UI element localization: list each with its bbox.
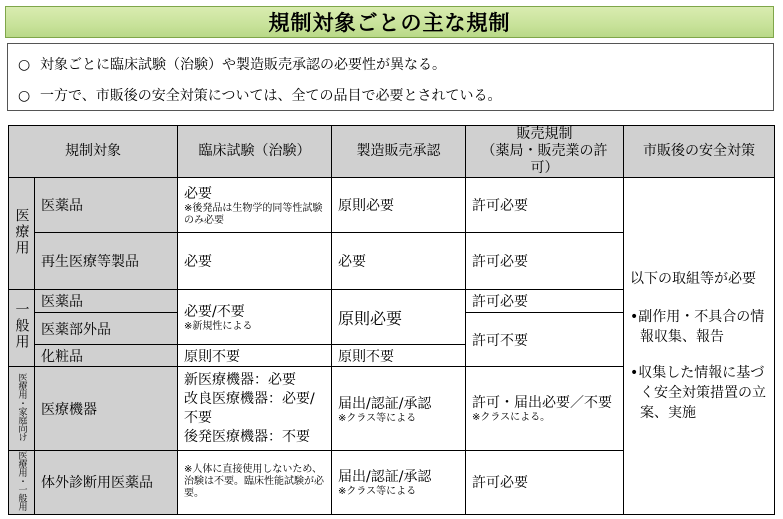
header-postmarket: 市販後の安全対策 xyxy=(624,126,775,178)
category-medical: 医療用 xyxy=(9,178,35,290)
cell-device-clinical: 新医療機器：必要 改良医療機器：必要/不要 後発医療機器：不要 xyxy=(178,367,332,451)
cell-regen-sales: 許可必要 xyxy=(466,233,624,290)
cell-medical-drug-sales: 許可必要 xyxy=(466,178,624,233)
cell-general-clinical: 必要/不要 ※新規性による xyxy=(178,290,332,345)
table-row xyxy=(9,178,775,233)
postmarket-item-2: •収集した情報に基づく安全対策措置の立案、実施 xyxy=(630,364,766,421)
page-title xyxy=(5,6,774,38)
header-approval: 製造販売承認 xyxy=(332,126,466,178)
summary-box xyxy=(7,43,774,111)
cell-ivd-sales: 許可必要 xyxy=(466,451,624,515)
summary-line-1 xyxy=(18,54,446,74)
header-target: 規制対象 xyxy=(9,126,178,178)
cell-cosmetics-clinical: 原則不要 xyxy=(178,345,332,367)
regulation-table xyxy=(8,125,775,515)
category-med-home-device: 医療用・家庭向け xyxy=(9,367,35,451)
category-med-general-ivd: 医療用・一般用 xyxy=(9,451,35,515)
note-generic-bioequivalence: ※後発品は生物学的同等性試験のみ必要 xyxy=(184,203,323,226)
cell-ivd-approval: 届出/認証/承認 ※クラス等による xyxy=(332,451,466,515)
cell-cosmetics-approval: 原則不要 xyxy=(332,345,466,367)
note-novelty: ※新規性による xyxy=(184,321,253,332)
table-header-row xyxy=(9,126,775,178)
header-sales-line2: （薬局・販売業の許可） xyxy=(481,143,608,176)
cell-medical-drug-clinical: 必要 ※後発品は生物学的同等性試験のみ必要 xyxy=(178,178,332,233)
item-medical-drug: 医薬品 xyxy=(35,178,178,233)
cell-device-sales: 許可・届出必要／不要 ※クラスによる。 xyxy=(466,367,624,451)
summary-line-2 xyxy=(18,85,501,105)
cell-quasi-cosmetics-sales: 許可不要 xyxy=(466,313,624,367)
bullet-circle-icon: ○ xyxy=(18,57,31,73)
item-regen: 再生医療等製品 xyxy=(35,233,178,290)
cell-regen-approval: 必要 xyxy=(332,233,466,290)
cell-ivd-clinical: ※人体に直接使用しないため、治験は不要。臨床性能試験が必要。 xyxy=(178,451,332,515)
item-cosmetics: 化粧品 xyxy=(35,345,178,367)
cell-postmarket: 以下の取組等が必要 •副作用・不具合の情報収集、報告 •収集した情報に基づく安全対策措置の立案、実施 xyxy=(624,178,775,515)
cell-regen-clinical: 必要 xyxy=(178,233,332,290)
summary-text-1: 対象ごとに臨床試験（治験）や製造販売承認の必要性が異なる。 xyxy=(40,57,446,73)
postmarket-item-1: •副作用・不具合の情報収集、報告 xyxy=(630,308,765,345)
item-otc-drug: 医薬品 xyxy=(35,290,178,313)
header-sales-line1: 販売規制 xyxy=(516,126,573,142)
item-device: 医療機器 xyxy=(35,367,178,451)
cell-device-approval: 届出/認証/承認 ※クラス等による xyxy=(332,367,466,451)
cell-otc-drug-sales: 許可必要 xyxy=(466,290,624,313)
cell-medical-drug-approval: 原則必要 xyxy=(332,178,466,233)
item-quasi-drug: 医薬部外品 xyxy=(35,313,178,345)
category-general: 一般用 xyxy=(9,290,35,367)
cell-general-approval: 原則必要 xyxy=(332,290,466,345)
header-sales xyxy=(466,126,624,178)
summary-text-2: 一方で、市販後の安全対策については、全ての品目で必要とされている。 xyxy=(40,88,502,104)
bullet-circle-icon: ○ xyxy=(18,88,31,104)
page-title-text: 規制対象ごとの主な規制 xyxy=(268,11,511,35)
item-ivd: 体外診断用医薬品 xyxy=(35,451,178,515)
header-clinical: 臨床試験（治験） xyxy=(178,126,332,178)
